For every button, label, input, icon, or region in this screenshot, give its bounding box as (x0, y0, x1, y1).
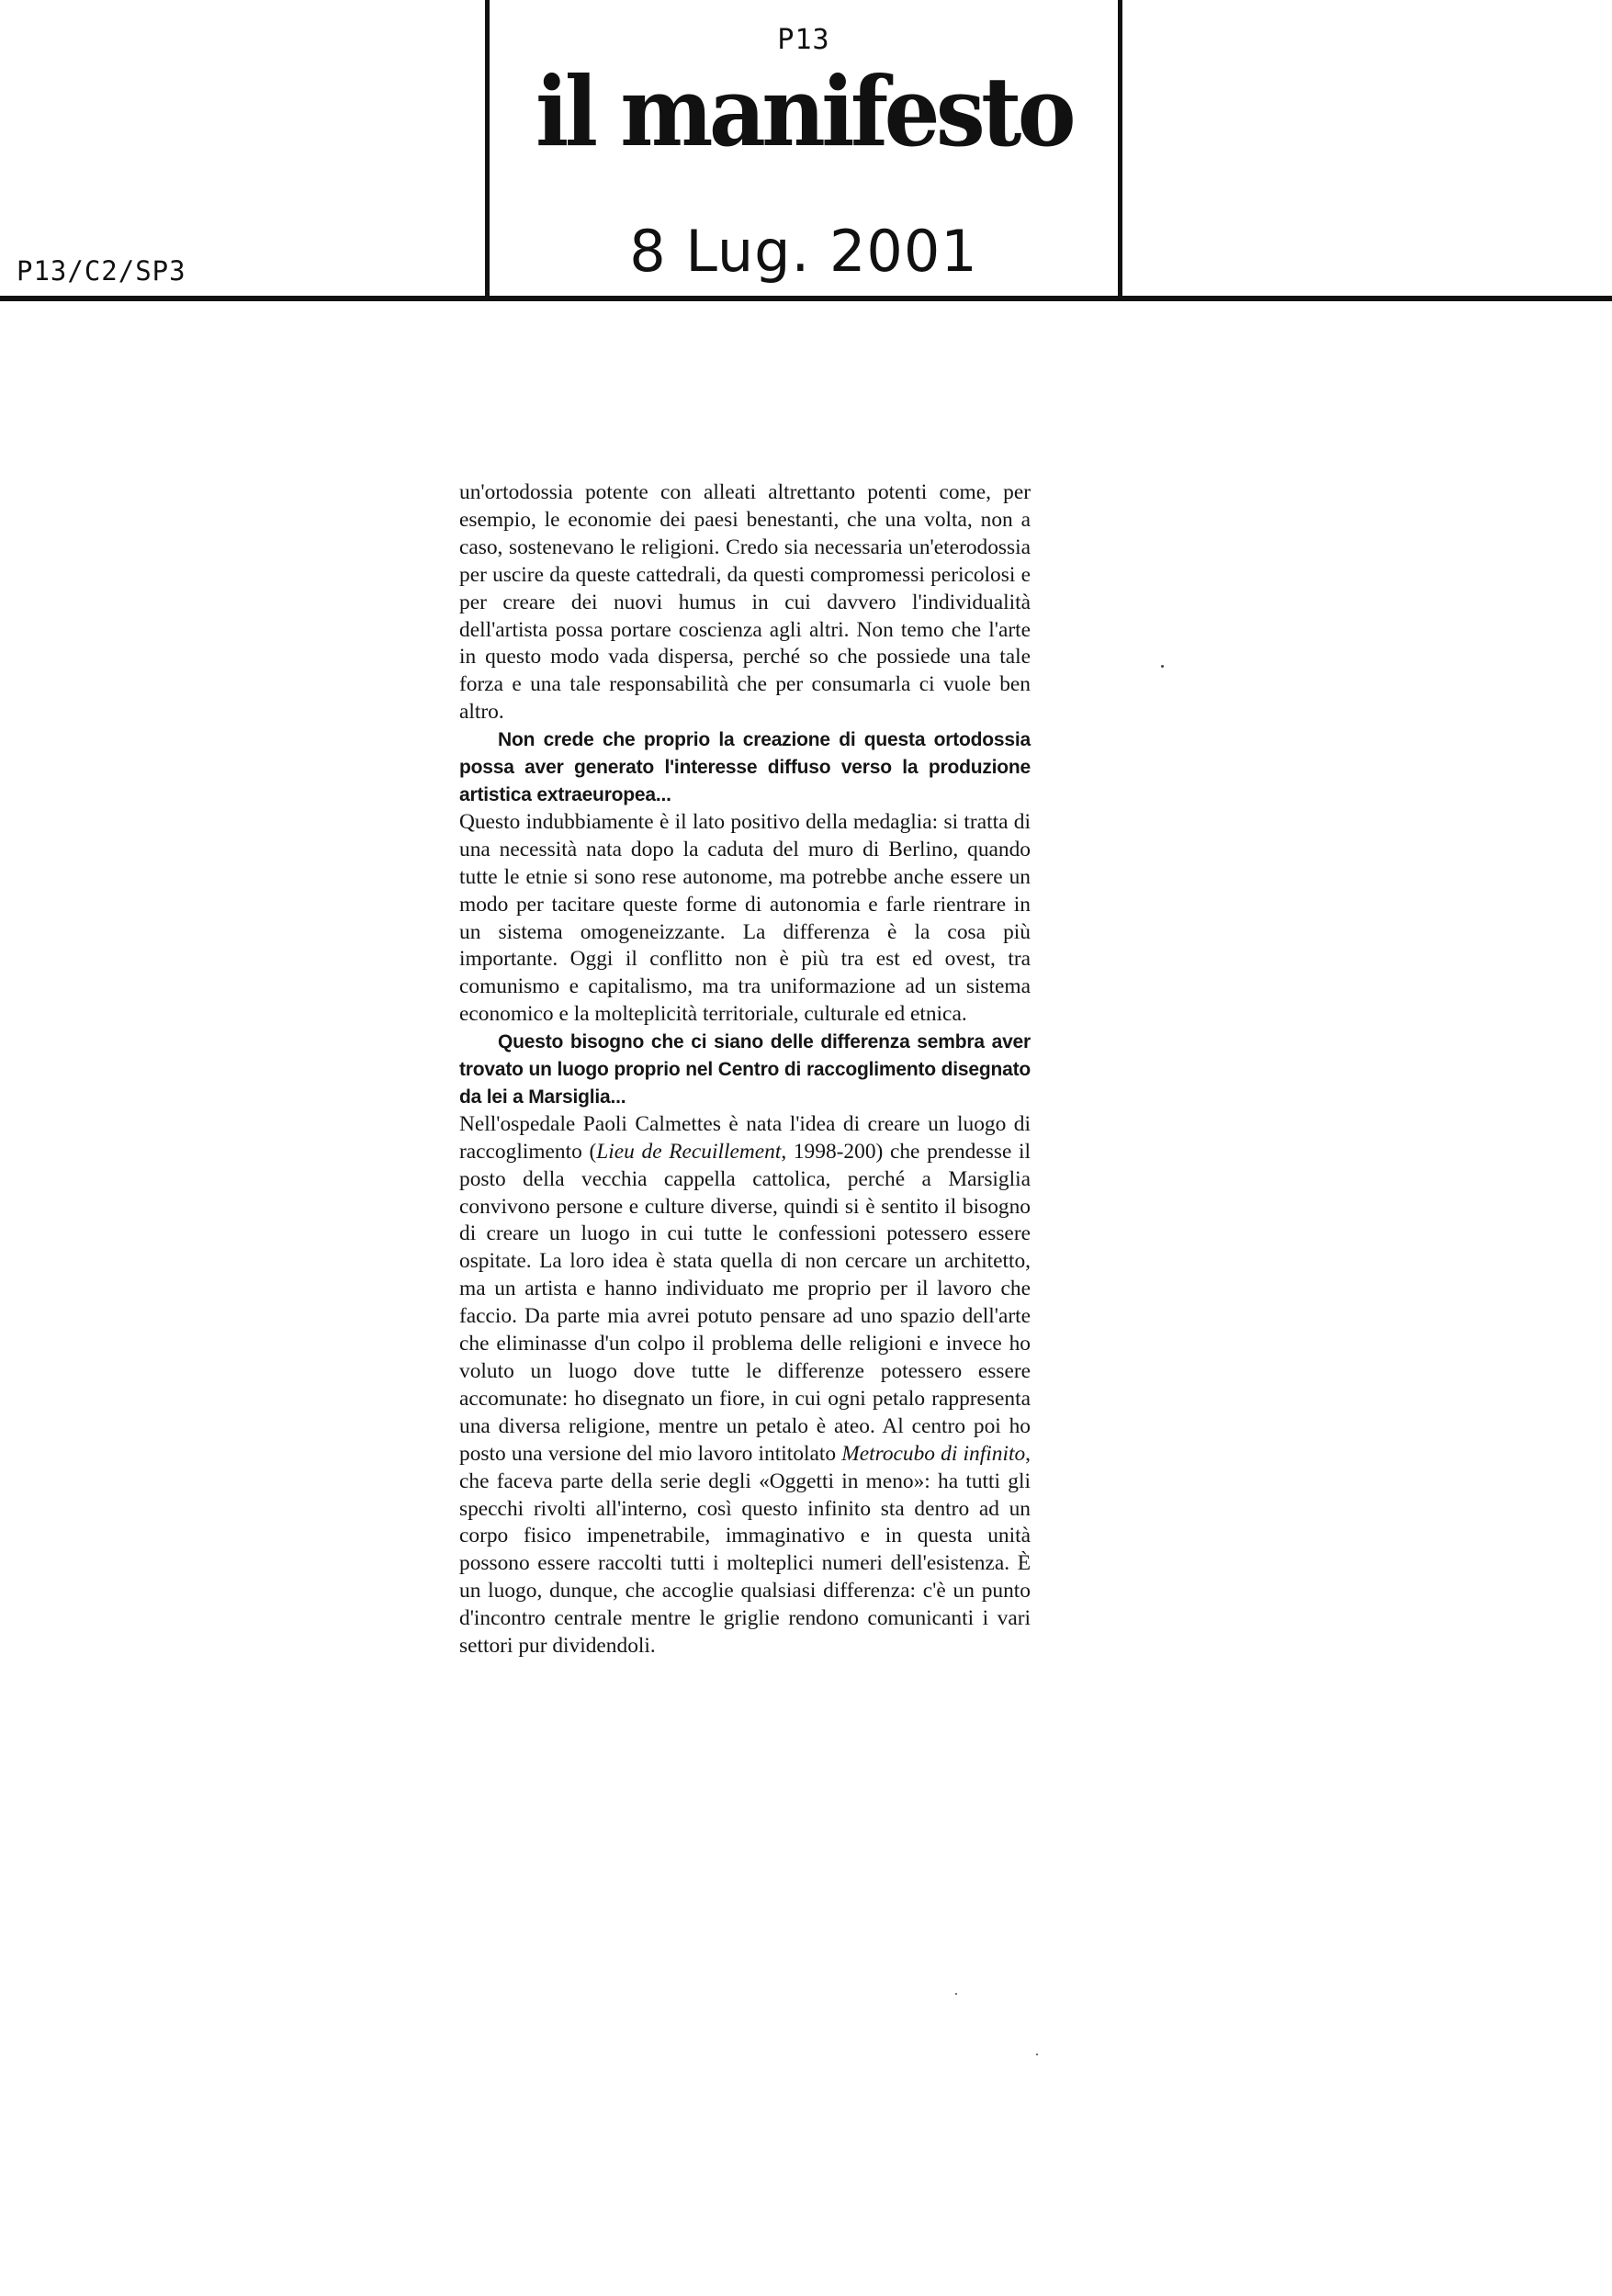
answer-3-part-b: , 1998-200) che prendesse il posto della vecchia cappella cattolica, perché a Marsiglia convivono persone e culture diverse, quindi si è sentito il bisogno di creare un luogo in cui tutte le confessioni potessero essere ospitate. La loro idea è stata quella di non cercare un architetto, ma un artista e hanno individuato me proprio per il lavoro che faccio. Da parte mia avrei potuto pensare ad uno spazio dell'arte che eliminasse d'un colpo il problema delle religioni e invece ho voluto un luogo dove tutte le differenze potessero essere accomunate: ho disegnato un fiore, in cui ogni petalo rappresenta una diversa religione, mentre un petalo è ateo. Al centro poi ho posto una versione del mio lavoro intitolato (459, 1139, 1031, 1466)
header-rule (0, 296, 1612, 301)
question-1: Non crede che proprio la creazione di questa ortodossia possa aver generato l'interesse diffuso verso la produzione artistica extraeuropea... (459, 729, 1031, 805)
answer-paragraph-2: Questo indubbiamente è il lato positivo della medaglia: si tratta di una necessità nata dopo la caduta del muro di Berlino, quando tutte le etnie si sono rese autonome, ma potrebbe anche essere un modo per tacitare queste forme di autonomia e farle rientrare in un sistema omogeneizzante. La differenza è la cosa più importante. Oggi il conflitto non è più tra est ed ovest, tra comunismo e capitalismo, ma tra uniformazione ad un sistema economico e la molteplicità territoriale, culturale ed etnica. (459, 809, 1031, 1027)
answer-3-part-c: , che faceva parte della serie degli «Oggetti in meno»: ha tutti gli specchi rivolti all'interno, così questo infinito sta dentro ad un corpo fisico impenetrabile, immaginativo e in questa unità possono essere raccolti tutti i molteplici numeri dell'esistenza. È un luogo, dunque, che accoglie qualsiasi differenza: c'è un punto d'incontro centrale mentre le griglie rendono comunicanti i vari settori pur dividendoli. (459, 1441, 1031, 1659)
section-code: P13/C2/SP3 (17, 255, 186, 287)
page-code: P13 (777, 24, 830, 56)
publication-date: 8 Lug. 2001 (629, 218, 978, 285)
answer-paragraph-1: un'ortodossia potente con alleati altrettanto potenti come, per esempio, le economie dei paesi benestanti, che una volta, non a caso, sostenevano le religioni. Credo sia necessaria un'eterodossia per uscire da queste cattedrali, da questi compromessi pericolosi e per creare dei nuovi humus in cui davvero l'individualità dell'artista possa portare coscienza agli altri. Non temo che l'arte in questo modo vada dispersa, perché so che possiede una tale forza e una tale responsabilità che per consumarla ci vuole ben altro. (459, 480, 1031, 725)
answer-paragraph-3 (459, 1111, 1031, 1660)
scan-speck (1161, 665, 1164, 668)
question-2: Questo bisogno che ci siano delle differenza sembra aver trovato un luogo proprio nel Centro di raccoglimento disegnato da lei a Marsiglia... (459, 1031, 1031, 1108)
scan-speck (955, 1993, 957, 1995)
clipping-header (0, 0, 1612, 306)
artwork-title-lieu: Lieu de Recuillement (596, 1139, 782, 1164)
artwork-title-metrocubo: Metrocubo di infinito (841, 1441, 1026, 1466)
answer-3-part-a: Nell'ospedale Paoli Calmettes è nata l'idea di creare un luogo di raccoglimento ( (459, 1111, 1031, 1164)
newspaper-masthead: il manifesto (535, 55, 1072, 168)
scan-speck (1036, 2054, 1038, 2055)
article-column (459, 479, 1031, 1660)
